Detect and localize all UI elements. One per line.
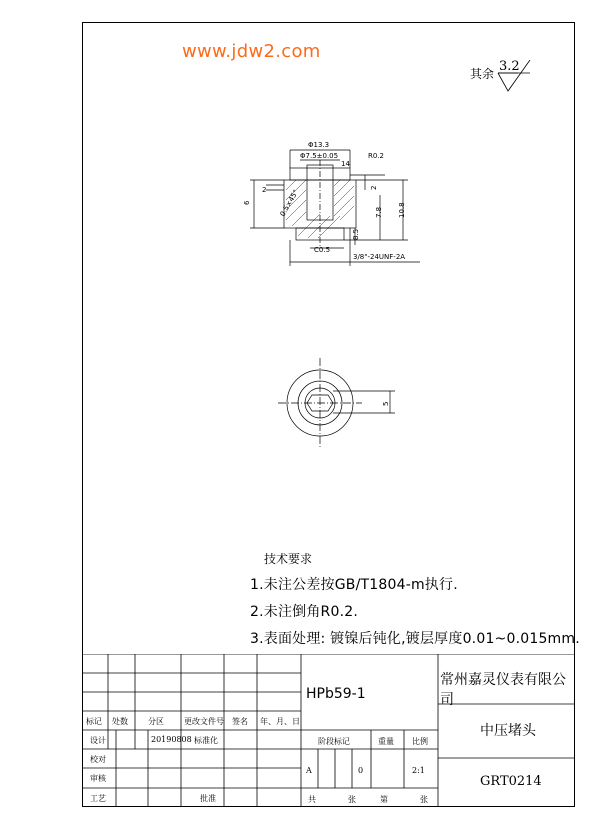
tb-design-date: 20190808: [151, 735, 192, 744]
section-view: [250, 150, 420, 266]
dim-left-height: 6: [243, 200, 251, 205]
roughness-value: 3.2: [499, 60, 520, 74]
tb-label-date: 年、月、日: [260, 717, 300, 726]
tech-heading: 技术要求: [264, 552, 313, 566]
dim-height-total: 10.8: [398, 202, 406, 218]
dim-chamfer-side: 0.5×45°: [278, 188, 301, 218]
end-view: [278, 358, 395, 448]
tb-weight-label: 重量: [378, 737, 394, 746]
tb-scale-value: 2:1: [412, 766, 425, 775]
dim-hex-view: 5: [382, 401, 390, 406]
tb-weight-value: 0: [358, 766, 364, 775]
dim-bore-right: 14: [341, 160, 350, 168]
tb-stage-value: A: [306, 766, 312, 775]
title-block: [82, 654, 575, 807]
dim-chamfer-top: R0.2: [368, 152, 384, 160]
dim-thread: 3/8"-24UNF-2A: [353, 253, 406, 261]
dim-bore: Φ7.5±0.05: [300, 152, 339, 160]
tb-check-label: 校对: [90, 755, 106, 764]
tb-approve-label: 批准: [200, 794, 216, 803]
dim-side-small: 8.5: [352, 228, 360, 240]
company-name: 常州嘉灵仪表有限公司: [440, 672, 566, 708]
dim-flat: 2: [262, 186, 267, 194]
tech-item-2: 2.未注倒角R0.2.: [250, 604, 358, 620]
tb-stage-mark-label: 阶段标记: [318, 737, 350, 746]
roughness-label: 其余: [470, 67, 495, 81]
part-number: HPb59-1: [306, 686, 366, 702]
drawing-number: GRT0214: [480, 774, 542, 789]
dim-height-mid: 7.8: [375, 206, 383, 218]
tech-item-1: 1.未注公差按GB/T1804-m执行.: [250, 577, 458, 593]
dim-bottom: C0.5: [314, 246, 331, 254]
tb-review-label: 审核: [90, 774, 106, 783]
tb-label-zone: 分区: [148, 717, 164, 726]
tb-total-label: 共: [308, 795, 316, 804]
tb-label-count: 处数: [112, 717, 128, 726]
tb-design-label: 设计: [90, 736, 106, 745]
tb-label-mark: 标记: [86, 717, 102, 726]
tb-scale-label: 比例: [412, 737, 428, 746]
tb-label-signature: 签名: [232, 717, 248, 726]
dim-height-small: 2: [370, 185, 378, 190]
tb-label-change-doc: 更改文件号: [184, 717, 224, 726]
tech-item-3: 3.表面处理: 镀镍后钝化,镀层厚度0.01~0.015mm.: [250, 631, 580, 647]
tb-process-label: 工艺: [90, 794, 106, 803]
watermark-text: www.jdw2.com: [182, 41, 321, 62]
part-description: 中压堵头: [480, 723, 536, 739]
dim-outer-diameter: Φ13.3: [308, 141, 330, 149]
tb-page-label: 第: [380, 795, 388, 804]
tb-standardize-label: 标准化: [194, 736, 218, 745]
tb-sheets2-label: 张: [420, 795, 428, 804]
technical-requirements: [250, 550, 580, 648]
tb-sheets-label: 张: [348, 795, 356, 804]
